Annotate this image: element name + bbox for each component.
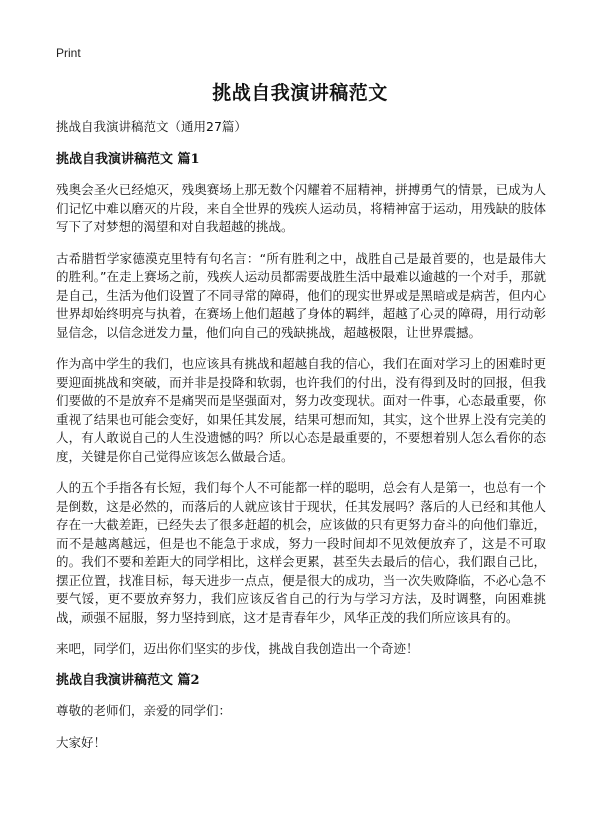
paragraph: 尊敬的老师们，亲爱的同学们： <box>56 703 232 718</box>
print-link[interactable]: Print <box>56 46 81 60</box>
section-heading-2: 挑战自我演讲稿范文 篇2 <box>56 672 200 688</box>
paragraph: 作为高中学生的我们，也应该具有挑战和超越自我的信心，我们在面对学习上的困难时更要迎面挑战和突破，而并非是投降和软弱，也许我们的付出，没有得到及时的回报，但我们要做的不是放弃不是痛哭而是坚强面对，努力改变现状。面对一件事，心态最重要，你重视了结果也可能会变好，如果任其发展，结果可想而知，其实，这个世界上没有完美的人，有人敢说自己的人生没遗憾的吗？所以心态是最重要的，不要想着别人怎么看你的态度，关键是你自己觉得应该怎么做最合适。 <box>56 356 546 464</box>
document-body <box>56 118 546 765</box>
paragraph: 大家好！ <box>56 734 107 750</box>
paragraph: 古希腊哲学家德漠克里特有句名言：“所有胜利之中，战胜自己是最首要的，也是最伟大的胜利。”在走上赛场之前，残疾人运动员都需要战胜生活中最难以逾越的一个对手，那就是自己，生活为他们设置了不同寻常的障碍，他们的现实世界或是黑暗或是病苦，但内心世界却始终明亮与执着，在赛场上他们超越了身体的羁绊，超越了心灵的障碍，用行动彰显信念，以信念迸发力量，他们向自己的残缺挑战，超越极限，让世界震撼。 <box>56 250 546 340</box>
paragraph: 残奥会圣火已经熄灭，残奥赛场上那无数个闪耀着不屈精神，拼搏勇气的情景，已成为人们记忆中难以磨灭的片段，来自全世界的残疾人运动员，将精神富于运动，用残缺的肢体写下了对梦想的渴望和对自我超越的挑战。 <box>56 182 546 234</box>
document-subtitle: 挑战自我演讲稿范文（通用27篇） <box>56 119 247 134</box>
paragraph: 人的五个手指各有长短，我们每个人不可能都一样的聪明，总会有人是第一，也总有一个是倒数，这是必然的，而落后的人就应该甘于现状，任其发展吗？落后的人已经和其他人存在一大截差距，已经失去了很多赶超的机会，应该做的只有更努力奋斗的向他们靠近，而不是越离越远，但是也不能急于求成，努力一段时间却不见效便放弃了，这是不可取的。我们不要和差距大的同学相比，这样会更累，甚至失去最后的信心，我们跟自己比，摆正位置，找准目标，每天进步一点点，便是很大的成功，当一次失败降临，不必心急不要气馁，更不要放弃努力，我们应该反省自己的行为与学习方法，及时调整，向困难挑战，顽强不屈服，努力坚持到底，这才是青春年少，风华正茂的我们所应该具有的。 <box>56 480 546 625</box>
paragraph: 来吧，同学们，迈出你们坚实的步伐，挑战自我创造出一个奇迹！ <box>56 641 419 656</box>
document-title: 挑战自我演讲稿范文 <box>212 82 388 104</box>
section-heading-1: 挑战自我演讲稿范文 篇1 <box>56 151 200 167</box>
